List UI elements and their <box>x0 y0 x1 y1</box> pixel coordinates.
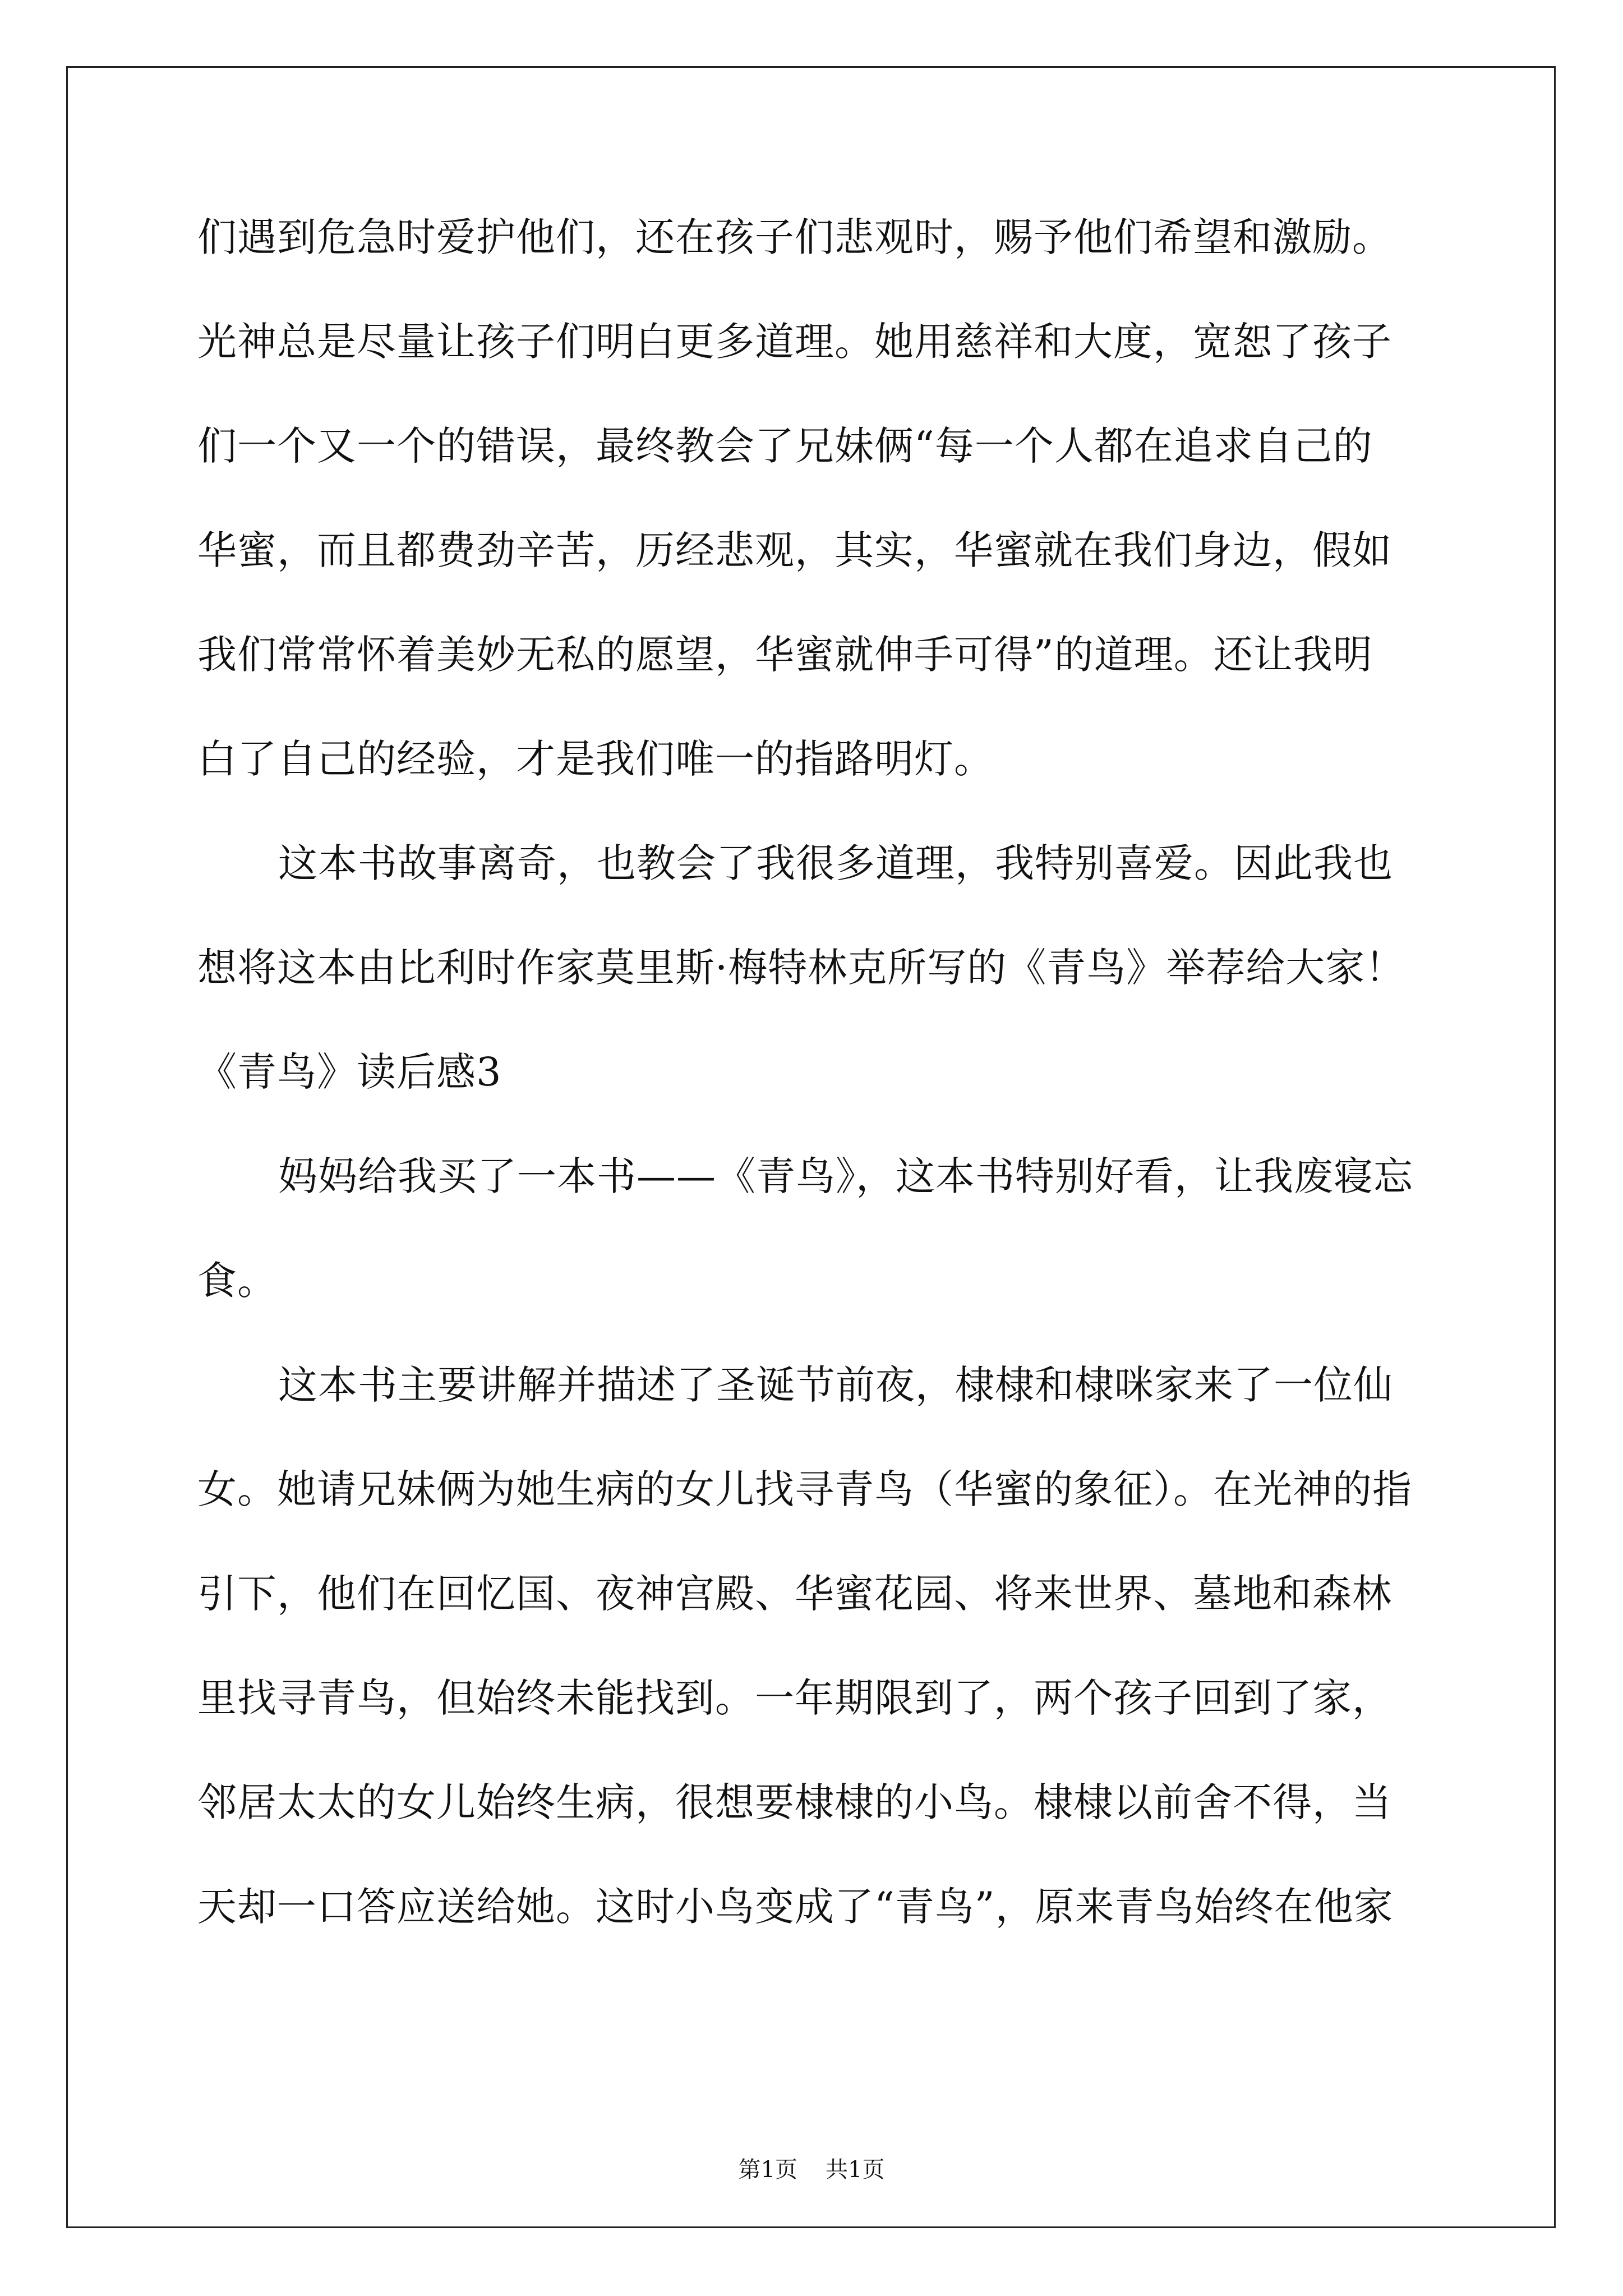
text-line: 白了自己的经验，才是我们唯一的指路明灯。 <box>197 736 994 782</box>
text-line: 妈妈给我买了一本书——《青鸟》，这本书特别好看，让我废寝忘 <box>278 1153 1413 1199</box>
document-body <box>197 185 1426 1959</box>
text-line: 这本书主要讲解并描述了圣诞节前夜，棣棣和棣咪家来了一位仙 <box>278 1362 1393 1408</box>
section-heading: 《青鸟》读后感3 <box>197 1049 502 1095</box>
text-line: 们遇到危急时爱护他们，还在孩子们悲观时，赐予他们希望和激励。 <box>197 214 1392 260</box>
text-line: 光神总是尽量让孩子们明白更多道理。她用慈祥和大度，宽恕了孩子 <box>197 319 1392 365</box>
text-line: 里找寻青鸟，但始终未能找到。一年期限到了，两个孩子回到了家， <box>197 1675 1392 1721</box>
text-line: 华蜜，而且都费劲辛苦，历经悲观，其实，华蜜就在我们身边，假如 <box>197 527 1392 573</box>
text-line: 们一个又一个的错误，最终教会了兄妹俩“每一个人都在追求自己的 <box>197 423 1373 469</box>
page-footer <box>0 2153 1623 2187</box>
text-line: 我们常常怀着美妙无私的愿望，华蜜就伸手可得”的道理。还让我明 <box>197 632 1373 678</box>
page-total: 共1页 <box>826 2157 885 2183</box>
text-line: 女。她请兄妹俩为她生病的女儿找寻青鸟（华蜜的象征）。在光神的指 <box>197 1466 1412 1512</box>
text-line: 想将这本由比利时作家莫里斯·梅特林克所写的《青鸟》举荐给大家！ <box>197 945 1405 991</box>
text-line: 引下，他们在回忆国、夜神宫殿、华蜜花园、将来世界、墓地和森林 <box>197 1571 1392 1617</box>
text-line: 天却一口答应送给她。这时小鸟变成了“青鸟”，原来青鸟始终在他家 <box>197 1884 1394 1930</box>
page-number: 第1页 <box>738 2157 797 2183</box>
text-line: 食。 <box>197 1258 277 1304</box>
text-line: 邻居太太的女儿始终生病，很想要棣棣的小鸟。棣棣以前舍不得，当 <box>197 1779 1392 1825</box>
text-line: 这本书故事离奇，也教会了我很多道理，我特别喜爱。因此我也 <box>278 840 1393 886</box>
